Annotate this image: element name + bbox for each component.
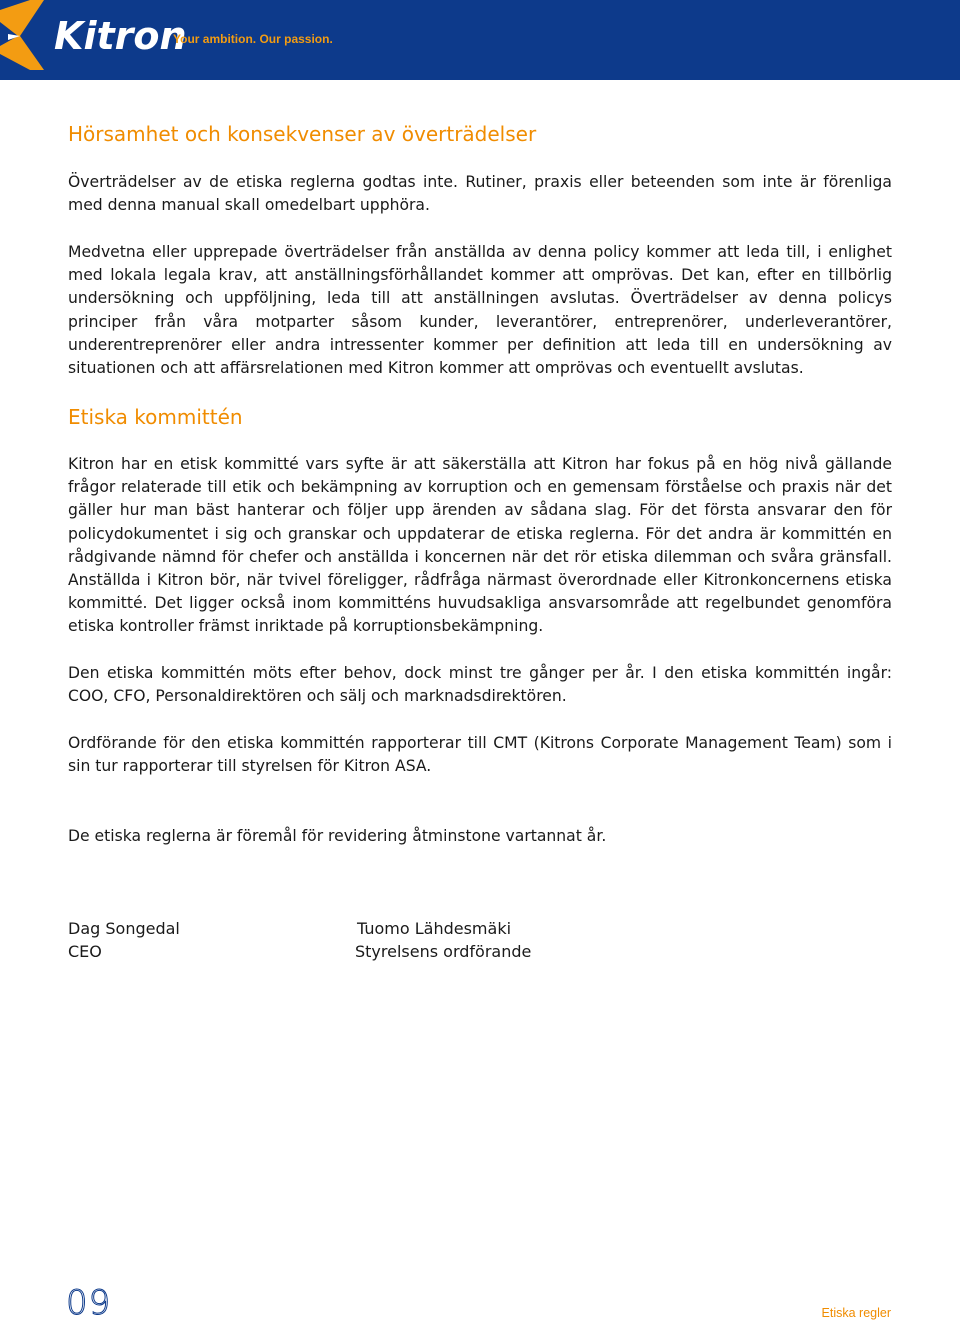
kitron-logo-mark-icon bbox=[0, 0, 46, 70]
paragraph: De etiska reglerna är föremål för revidering åtminstone vartannat år. bbox=[68, 827, 607, 845]
kitron-logo-text: Kitron bbox=[54, 14, 187, 58]
paragraph: Medvetna eller upprepade överträdelser från anställda av denna policy kommer att leda till, i enlighet med lokala legala krav, att anställningsförhållandet kommer att omprövas. Det kan, efter en tillbörlig undersökning och uppföljning, leda till att anställningen avslutas. Överträdelser av denna policys principer från våra motparter såsom kunder, leverantörer, entreprenörer, underleverantörer, underentreprenörer eller andra intressenter kommer per definition att leda till en undersökning av situationen och att affärsrelationen med Kitron kommer att omprövas och eventuellt avslutas. bbox=[68, 243, 892, 378]
paragraph: Överträdelser av de etiska reglerna godtas inte. Rutiner, praxis eller beteenden som inte är förenliga med denna manual skall omedelbart upphöra. bbox=[68, 173, 892, 215]
paragraph: Ordförande för den etiska kommittén rapporterar till CMT (Kitrons Corporate Management Team) som i sin tur rapporterar till styrelsen för Kitron ASA. bbox=[68, 734, 892, 776]
signature-name: Tuomo Lähdesmäki bbox=[357, 919, 512, 938]
signature-name: Dag Songedal bbox=[68, 919, 180, 938]
page-number: 09 bbox=[66, 1283, 112, 1323]
section-heading-ethics-committee: Etiska kommittén bbox=[68, 405, 243, 429]
footer-document-label: Etiska regler bbox=[821, 1306, 891, 1320]
header-tagline: Your ambition. Our passion. bbox=[173, 32, 333, 46]
paragraph: Den etiska kommittén möts efter behov, dock minst tre gånger per år. I den etiska kommittén ingår: COO, CFO, Personaldirektören och sälj och marknadsdirektören. bbox=[68, 664, 892, 706]
page-header bbox=[0, 0, 960, 80]
signature-title: CEO bbox=[68, 942, 102, 961]
section-heading-compliance: Hörsamhet och konsekvenser av överträdelser bbox=[68, 122, 537, 146]
signature-title: Styrelsens ordförande bbox=[355, 942, 532, 961]
paragraph: Kitron har en etisk kommitté vars syfte är att säkerställa att Kitron har fokus på en hög nivå gällande frågor relaterade till etik och bekämpning av korruption och en gemensam förståelse och praxis när det gäller hur man bäst hanterar och följer upp ärenden av sådana slag. För det första ansvarar den för policydokumentet i sig och granskar och uppdaterar de etiska reglerna. För det andra är kommittén en rådgivande nämnd för chefer och anställda i koncernen när det rör etiska dilemman och svåra gränsfall. Anställda i Kitron bör, när tvivel föreligger, rådfråga närmast överordnade eller Kitronkoncernens etiska kommitté. Det ligger också inom kommitténs huvudsakliga ansvarsområde att regelbundet genomföra etiska kontroller främst inriktade på korruptionsbekämpning. bbox=[68, 455, 892, 636]
